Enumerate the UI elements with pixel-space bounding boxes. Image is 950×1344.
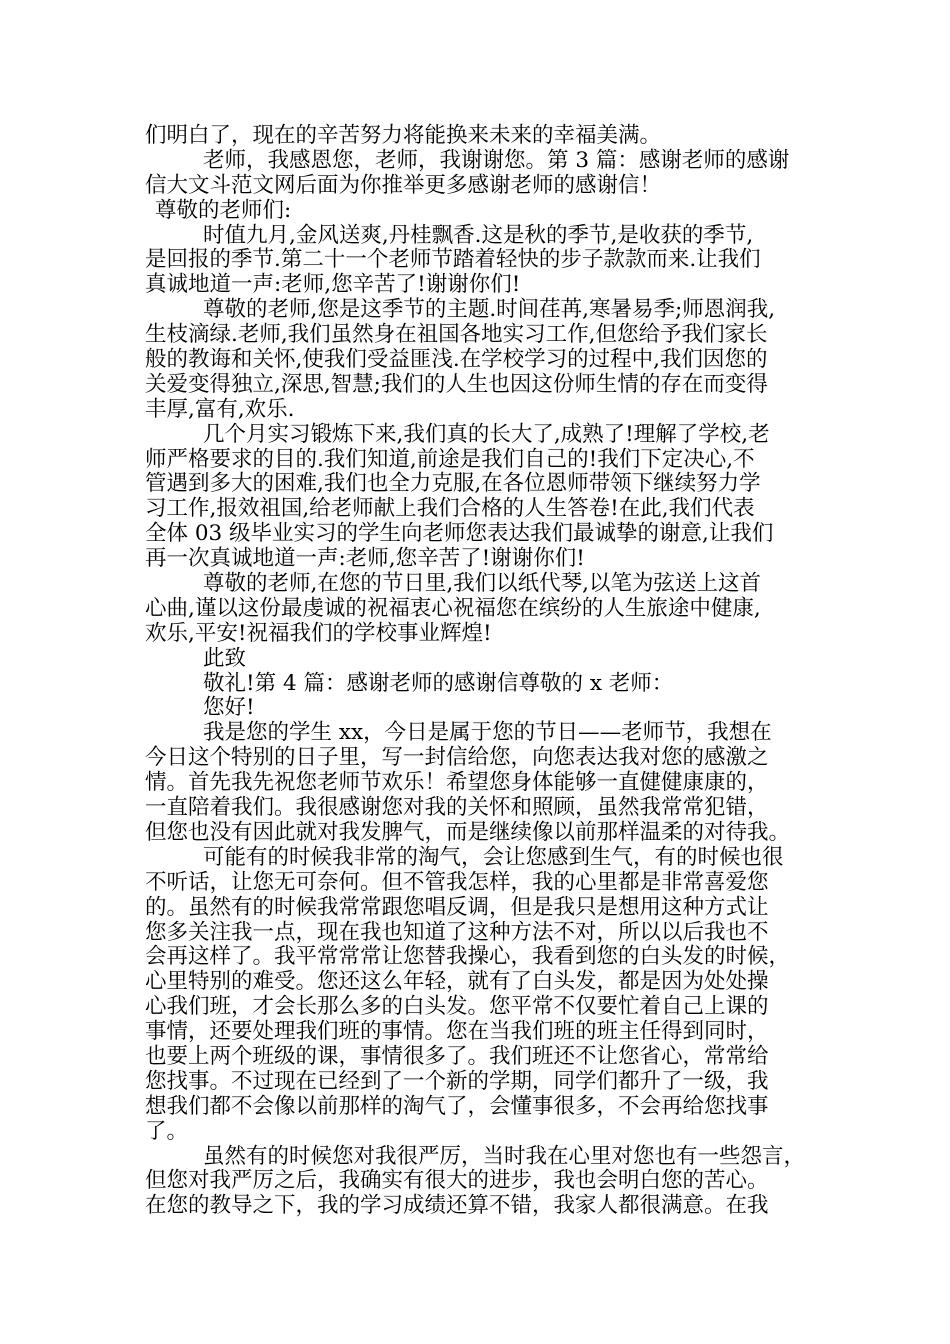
text-line: 想我们都不会像以前那样的淘气了，会懂事很多，不会再给您找事 bbox=[145, 1093, 769, 1119]
text-line: 心里特别的难受。您还这么年轻，就有了白头发，都是因为处处操 bbox=[145, 969, 769, 995]
text-line: 老师，我感恩您，老师，我谢谢您。第 3 篇：感谢老师的感谢 bbox=[203, 147, 790, 173]
text-line: 不听话，让您无可奈何。但不管我怎样，我的心里都是非常喜爱您 bbox=[145, 869, 769, 895]
text-line: 也要上两个班级的课，事情很多了。我们班还不让您省心，常常给 bbox=[145, 1043, 769, 1069]
text-line: 在您的教导之下，我的学习成绩还算不错，我家人都很满意。在我 bbox=[145, 1193, 769, 1219]
text-line: 尊敬的老师,您是这季节的主题.时间荏苒,寒暑易季;师恩润我, bbox=[203, 297, 776, 323]
text-line: 会再这样了。我平常常常让您替我操心，我看到您的白头发的时候， bbox=[145, 944, 791, 970]
text-line: 事情，还要处理我们班的事情。您在当我们班的班主任得到同时， bbox=[145, 1019, 769, 1045]
text-line: 再一次真诚地道一声:老师,您辛苦了!谢谢你们! bbox=[145, 546, 585, 572]
text-line: 但您对我严厉之后，我确实有很大的进步，我也会明白您的苦心。 bbox=[145, 1168, 769, 1194]
text-line: 习工作,报效祖国,给老师献上我们合格的人生答卷!在此,我们代表 bbox=[145, 496, 755, 522]
text-line: 了。 bbox=[145, 1118, 189, 1144]
text-line: 师严格要求的目的.我们知道,前途是我们自己的!我们下定决心,不 bbox=[145, 446, 755, 472]
text-line: 几个月实习锻炼下来,我们真的长大了,成熟了!理解了学校,老 bbox=[203, 421, 770, 447]
text-line: 一直陪着我们。我很感谢您对我的关怀和照顾，虽然我常常犯错， bbox=[145, 795, 769, 821]
text-line: 可能有的时候我非常的淘气，会让您感到生气，有的时候也很 bbox=[203, 844, 784, 870]
text-line: 们明白了，现在的辛苦努力将能换来未来的幸福美满。 bbox=[145, 123, 662, 148]
text-line: 敬礼!第 4 篇：感谢老师的感谢信尊敬的 x 老师： bbox=[203, 670, 674, 696]
text-line: 关爱变得独立,深思,智慧;我们的人生也因这份师生情的存在而变得 bbox=[145, 371, 768, 397]
text-line: 今日这个特别的日子里，写一封信给您，向您表达我对您的感激之 bbox=[145, 745, 769, 771]
text-line: 我是您的学生 xx，今日是属于您的节日——老师节，我想在 bbox=[203, 720, 772, 746]
text-line: 您多关注我一点，现在我也知道了这种方法不对，所以以后我也不 bbox=[145, 919, 769, 945]
text-line: 生枝滴绿.老师,我们虽然身在祖国各地实习工作,但您给予我们家长 bbox=[145, 322, 768, 348]
text-line: 真诚地道一声:老师,您辛苦了!谢谢你们! bbox=[145, 272, 521, 298]
text-line: 欢乐,平安!祝福我们的学校事业辉煌! bbox=[145, 620, 492, 646]
text-line: 般的教诲和关怀,使我们受益匪浅.在学校学习的过程中,我们因您的 bbox=[145, 347, 768, 373]
text-line: 心我们班，才会长那么多的白头发。您平常不仅要忙着自己上课的 bbox=[145, 994, 769, 1020]
text-line: 的。虽然有的时候我常常跟您唱反调，但是我只是想用这种方式让 bbox=[145, 894, 769, 920]
text-line: 但您也没有因此就对我发脾气，而是继续像以前那样温柔的对待我。 bbox=[145, 819, 791, 845]
text-line: 信大文斗范文网后面为你推举更多感谢老师的感谢信！ bbox=[145, 172, 662, 198]
text-line: 您好! bbox=[203, 695, 255, 721]
text-line: 您找事。不过现在已经到了一个新的学期，同学们都升了一级，我 bbox=[145, 1068, 769, 1094]
text-line: 尊敬的老师,在您的节日里,我们以纸代琴,以笔为弦送上这首 bbox=[203, 571, 762, 597]
text-line: 虽然有的时候您对我很严厉，当时我在心里对您也有一些怨言， bbox=[203, 1143, 806, 1169]
text-line: 管遇到多大的困难,我们也全力克服,在各位恩师带领下继续努力学 bbox=[145, 471, 761, 497]
text-line: 全体 03 级毕业实习的学生向老师您表达我们最诚挚的谢意,让我们 bbox=[145, 521, 774, 547]
text-line: 是回报的季节.第二十一个老师节踏着轻快的步子款款而来.让我们 bbox=[145, 247, 761, 273]
text-line: 此致 bbox=[203, 645, 247, 671]
text-line: 心曲,谨以这份最虔诚的祝福衷心祝福您在缤纷的人生旅途中健康, bbox=[145, 595, 761, 621]
text-line: 丰厚,富有,欢乐. bbox=[145, 396, 295, 422]
document-page bbox=[145, 124, 835, 1219]
text-line: 时值九月,金风送爽,丹桂飘香.这是秋的季节,是收获的季节, bbox=[203, 222, 754, 248]
text-line: 情。首先我先祝您老师节欢乐！希望您身体能够一直健健康康的， bbox=[145, 770, 769, 796]
text-line: 尊敬的老师们: bbox=[155, 197, 292, 223]
